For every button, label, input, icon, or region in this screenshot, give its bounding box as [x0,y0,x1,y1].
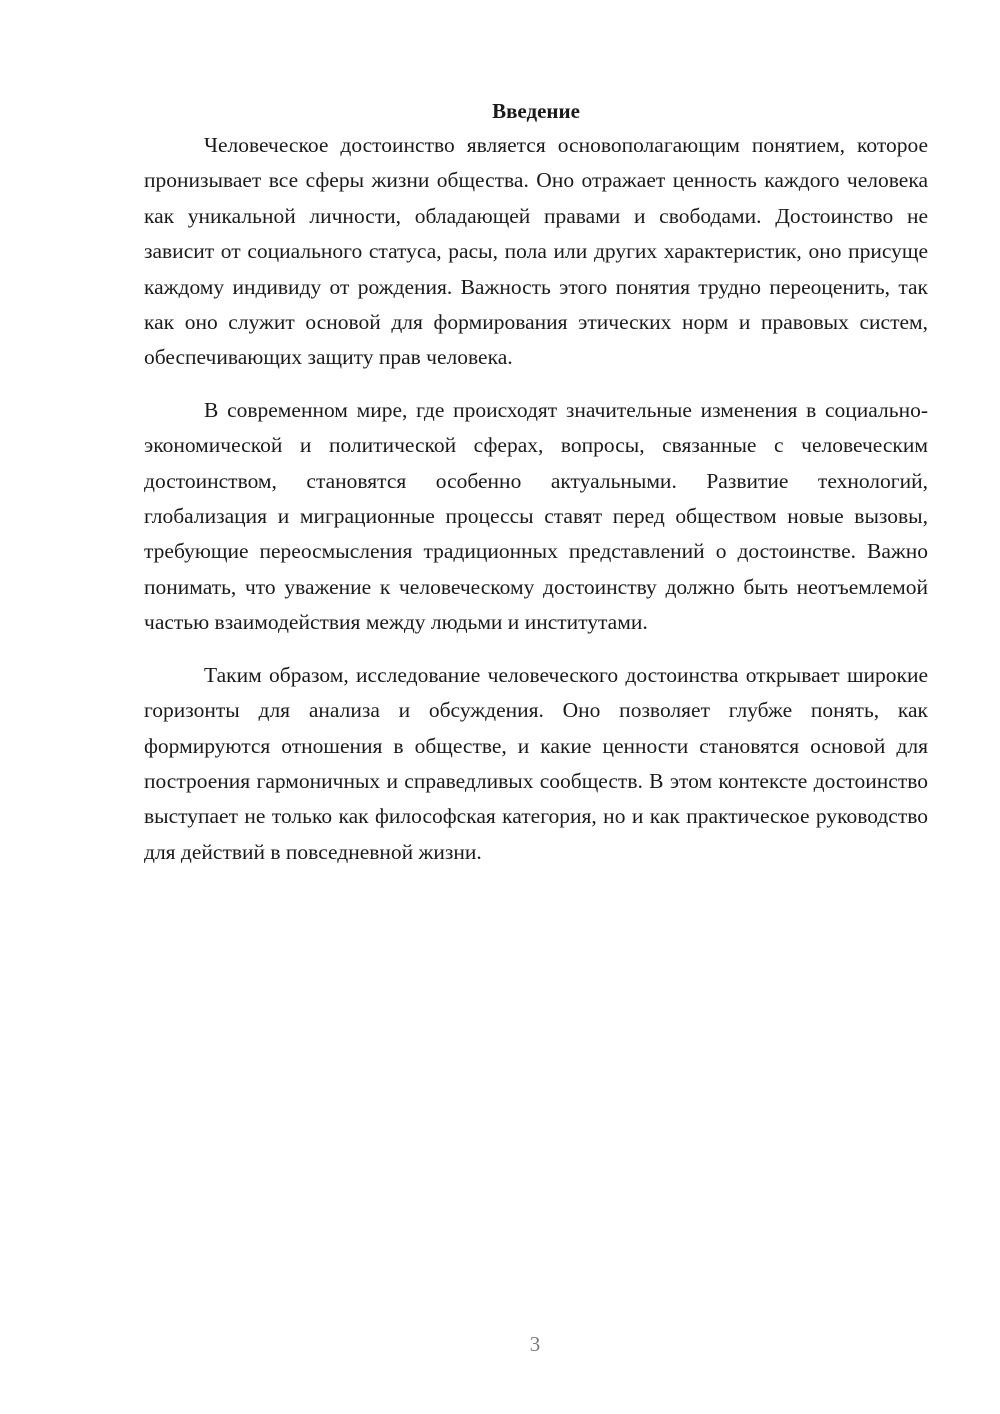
paragraph-3: Таким образом, исследование человеческого достоинства открывает широкие горизонты для анализа и обсуждения. Оно позволяет глубже понять, как формируются отношения в обществе, и какие ценности становятся основой для построения гармоничных и справедливых сообществ. В этом контексте достоинство выступает не только как философская категория, но и как практическое руководство для действий в повседневной жизни. [144,662,928,864]
paragraph-1: Человеческое достоинство является основополагающим понятием, которое пронизывает все сферы жизни общества. Оно отражает ценность каждого человека как уникальной личности, обладающей правами и свободами. Достоинство не зависит от социального статуса, расы, пола или других характеристик, оно присуще каждому индивиду от рождения. Важность этого понятия трудно переоценить, так как оно служит основой для формирования этических норм и правовых систем, обеспечивающих защиту прав человека. [144,133,928,370]
page-content [144,94,928,870]
section-heading: Введение [492,99,580,123]
paragraph-2: В современном мире, где происходят значительные изменения в социально-экономической и политической сферах, вопросы, связанные с человеческим достоинством, становятся особенно актуальными. Развитие технологий, глобализация и миграционные процессы ставят перед обществом новые вызовы, требующие переосмысления традиционных представлений о достоинстве. Важно понимать, что уважение к человеческому достоинству должно быть неотъемлемой частью взаимодействия между людьми и институтами. [144,397,928,635]
page-number: 3 [529,1332,541,1356]
